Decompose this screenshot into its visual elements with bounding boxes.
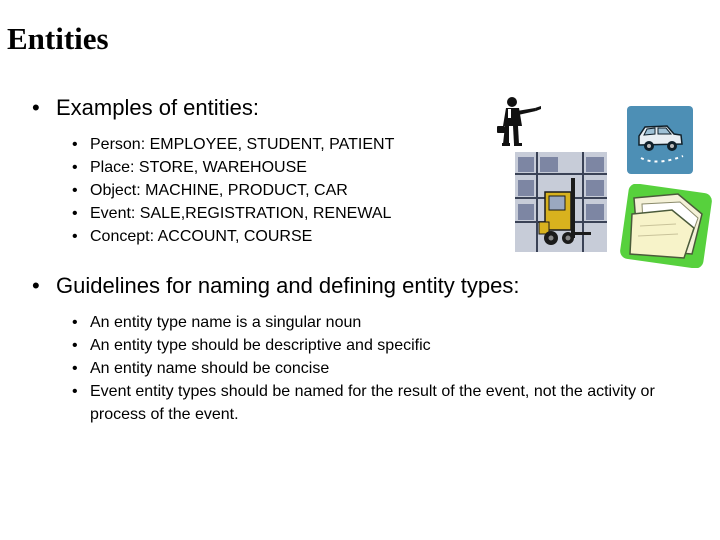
bullet: •: [72, 337, 78, 354]
list-item-text: Object: MACHINE, PRODUCT, CAR: [90, 182, 348, 199]
guidelines-heading-row: [32, 272, 680, 300]
bullet: •: [72, 205, 78, 222]
bullet: •: [72, 182, 78, 199]
list-item: [72, 334, 680, 357]
list-item: [72, 202, 394, 225]
slide-title: Entities: [7, 21, 109, 56]
bullet: •: [72, 314, 78, 331]
bullet: •: [72, 360, 78, 377]
list-item: [72, 179, 394, 202]
examples-section: [32, 94, 394, 248]
list-item-text: An entity type should be descriptive and specific: [90, 337, 431, 354]
guidelines-heading: Guidelines for naming and defining entity types:: [56, 273, 520, 298]
bullet: •: [32, 273, 40, 298]
list-item: [72, 311, 680, 334]
list-item-text: An entity type name is a singular noun: [90, 314, 362, 331]
warehouse-forklift-clipart-icon: [515, 152, 607, 252]
list-item-text: Person: EMPLOYEE, STUDENT, PATIENT: [90, 136, 395, 153]
examples-heading: Examples of entities:: [56, 95, 259, 120]
list-item-text: An entity name should be concise: [90, 360, 330, 377]
bullet: •: [72, 136, 78, 153]
car-clipart-icon: [627, 106, 693, 174]
list-item: [72, 357, 680, 380]
list-item-text: Concept: ACCOUNT, COURSE: [90, 228, 313, 245]
list-item-text: Place: STORE, WAREHOUSE: [90, 159, 307, 176]
list-item-text: Event: SALE,REGISTRATION, RENEWAL: [90, 205, 392, 222]
list-item: [72, 225, 394, 248]
list-item: [72, 380, 680, 426]
bullet: •: [72, 383, 78, 400]
examples-heading-row: [32, 94, 394, 122]
bullet: •: [72, 228, 78, 245]
examples-list: [32, 133, 394, 248]
bullet: •: [72, 159, 78, 176]
guidelines-list: [32, 311, 680, 426]
bullet: •: [32, 95, 40, 120]
folder-clipart-icon: [618, 184, 712, 268]
list-item-text: Event entity types should be named for the result of the event, not the activity or process of the event.: [90, 383, 655, 423]
guidelines-section: [32, 272, 680, 426]
list-item: [72, 156, 394, 179]
person-clipart-icon: [497, 96, 547, 148]
list-item: [72, 133, 394, 156]
